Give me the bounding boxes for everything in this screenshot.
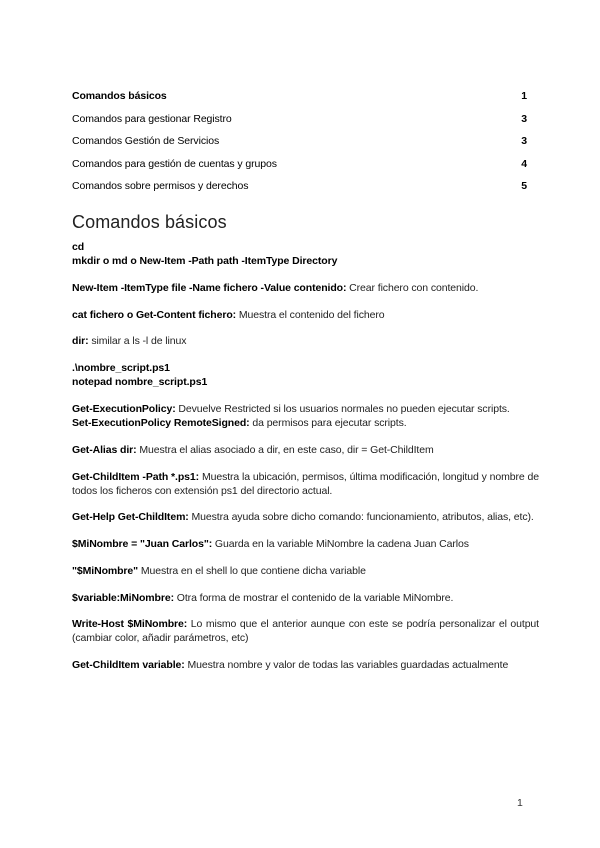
command: notepad nombre_script.ps1 bbox=[72, 376, 208, 389]
command-line bbox=[72, 375, 539, 389]
description: Guarda en la variable MiNombre la cadena Juan Carlos bbox=[212, 538, 469, 551]
paragraph bbox=[72, 443, 539, 457]
toc-entry-page: 3 bbox=[521, 135, 527, 147]
paragraph bbox=[72, 281, 539, 295]
paragraph bbox=[72, 308, 539, 322]
toc-entry-label: Comandos para gestión de cuentas y grupos bbox=[72, 157, 277, 170]
command-line bbox=[72, 361, 539, 375]
toc-entry[interactable] bbox=[72, 158, 527, 181]
command-line bbox=[72, 402, 539, 416]
page-number: 1 bbox=[517, 797, 523, 809]
section-heading: Comandos básicos bbox=[72, 212, 227, 232]
command: New-Item -ItemType file -Name fichero -Value contenido: bbox=[72, 281, 347, 294]
command: Get-Help Get-ChildItem: bbox=[72, 511, 189, 524]
command: cat fichero o Get-Content fichero: bbox=[72, 308, 237, 321]
table-of-contents bbox=[72, 90, 527, 203]
toc-entry[interactable] bbox=[72, 90, 527, 113]
toc-entry-page: 3 bbox=[521, 112, 527, 125]
command: .\nombre_script.ps1 bbox=[72, 362, 170, 375]
description: Muestra en el shell lo que contiene dicha variable bbox=[138, 564, 366, 577]
command: "$MiNombre" bbox=[72, 564, 139, 577]
command: Get-ChildItem -Path *.ps1: bbox=[72, 470, 200, 483]
command: mkdir o md o New-Item -Path path -ItemType Directory bbox=[72, 255, 338, 268]
command: Get-Alias dir: bbox=[72, 443, 137, 456]
toc-entry[interactable] bbox=[72, 135, 527, 158]
command: $variable:MiNombre: bbox=[72, 591, 174, 604]
description: Muestra el contenido del fichero bbox=[236, 308, 385, 321]
paragraph bbox=[72, 334, 539, 348]
description: Muestra la ubicación, permisos, última modificación, longitud y nombre de todos los ficheros con extensión ps1 del directorio actual. bbox=[72, 470, 540, 497]
command: Get-ExecutionPolicy: bbox=[72, 402, 176, 415]
command-line bbox=[72, 416, 539, 430]
description: Crear fichero con contenido. bbox=[346, 281, 479, 294]
toc-entry-label: Comandos Gestión de Servicios bbox=[72, 135, 220, 147]
section-body bbox=[72, 240, 539, 685]
toc-entry-page: 4 bbox=[521, 157, 527, 170]
paragraph bbox=[72, 361, 539, 389]
description: Muestra nombre y valor de todas las variables guardadas actualmente bbox=[184, 659, 509, 672]
paragraph bbox=[72, 240, 539, 268]
description: da permisos para ejecutar scripts. bbox=[249, 417, 407, 430]
description: Lo mismo que el anterior aunque con este se podría personalizar el output (cambiar color, añadir parámetros, etc) bbox=[72, 618, 539, 645]
description: similar a ls -l de linux bbox=[88, 335, 187, 348]
paragraph bbox=[72, 617, 539, 645]
command: Get-ChildItem variable: bbox=[72, 659, 185, 672]
description: Otra forma de mostrar el contenido de la variable MiNombre. bbox=[173, 591, 454, 604]
toc-entry-label: Comandos para gestionar Registro bbox=[72, 112, 232, 125]
command: dir: bbox=[72, 335, 89, 348]
description: Muestra ayuda sobre dicho comando: funcionamiento, atributos, alias, etc). bbox=[188, 511, 534, 524]
paragraph bbox=[72, 402, 539, 430]
paragraph bbox=[72, 591, 539, 605]
description: Muestra el alias asociado a dir, en este caso, dir = Get-ChildItem bbox=[136, 443, 434, 456]
command-line bbox=[72, 240, 539, 254]
command: $MiNombre = "Juan Carlos": bbox=[72, 538, 213, 551]
toc-entry-page: 5 bbox=[521, 180, 527, 192]
command: Write-Host $MiNombre: bbox=[72, 618, 188, 631]
toc-entry[interactable] bbox=[72, 180, 527, 203]
command: Set-ExecutionPolicy RemoteSigned: bbox=[72, 417, 250, 430]
toc-entry-label: Comandos sobre permisos y derechos bbox=[72, 180, 249, 192]
paragraph bbox=[72, 564, 539, 578]
description: Devuelve Restricted si los usuarios normales no pueden ejecutar scripts. bbox=[175, 402, 510, 415]
paragraph bbox=[72, 470, 539, 498]
command-line bbox=[72, 254, 539, 268]
paragraph bbox=[72, 510, 539, 524]
command: cd bbox=[72, 241, 85, 253]
paragraph bbox=[72, 658, 539, 672]
paragraph bbox=[72, 537, 539, 551]
toc-entry-page: 1 bbox=[521, 90, 527, 102]
toc-entry[interactable] bbox=[72, 113, 527, 136]
toc-entry-label: Comandos básicos bbox=[72, 90, 167, 102]
